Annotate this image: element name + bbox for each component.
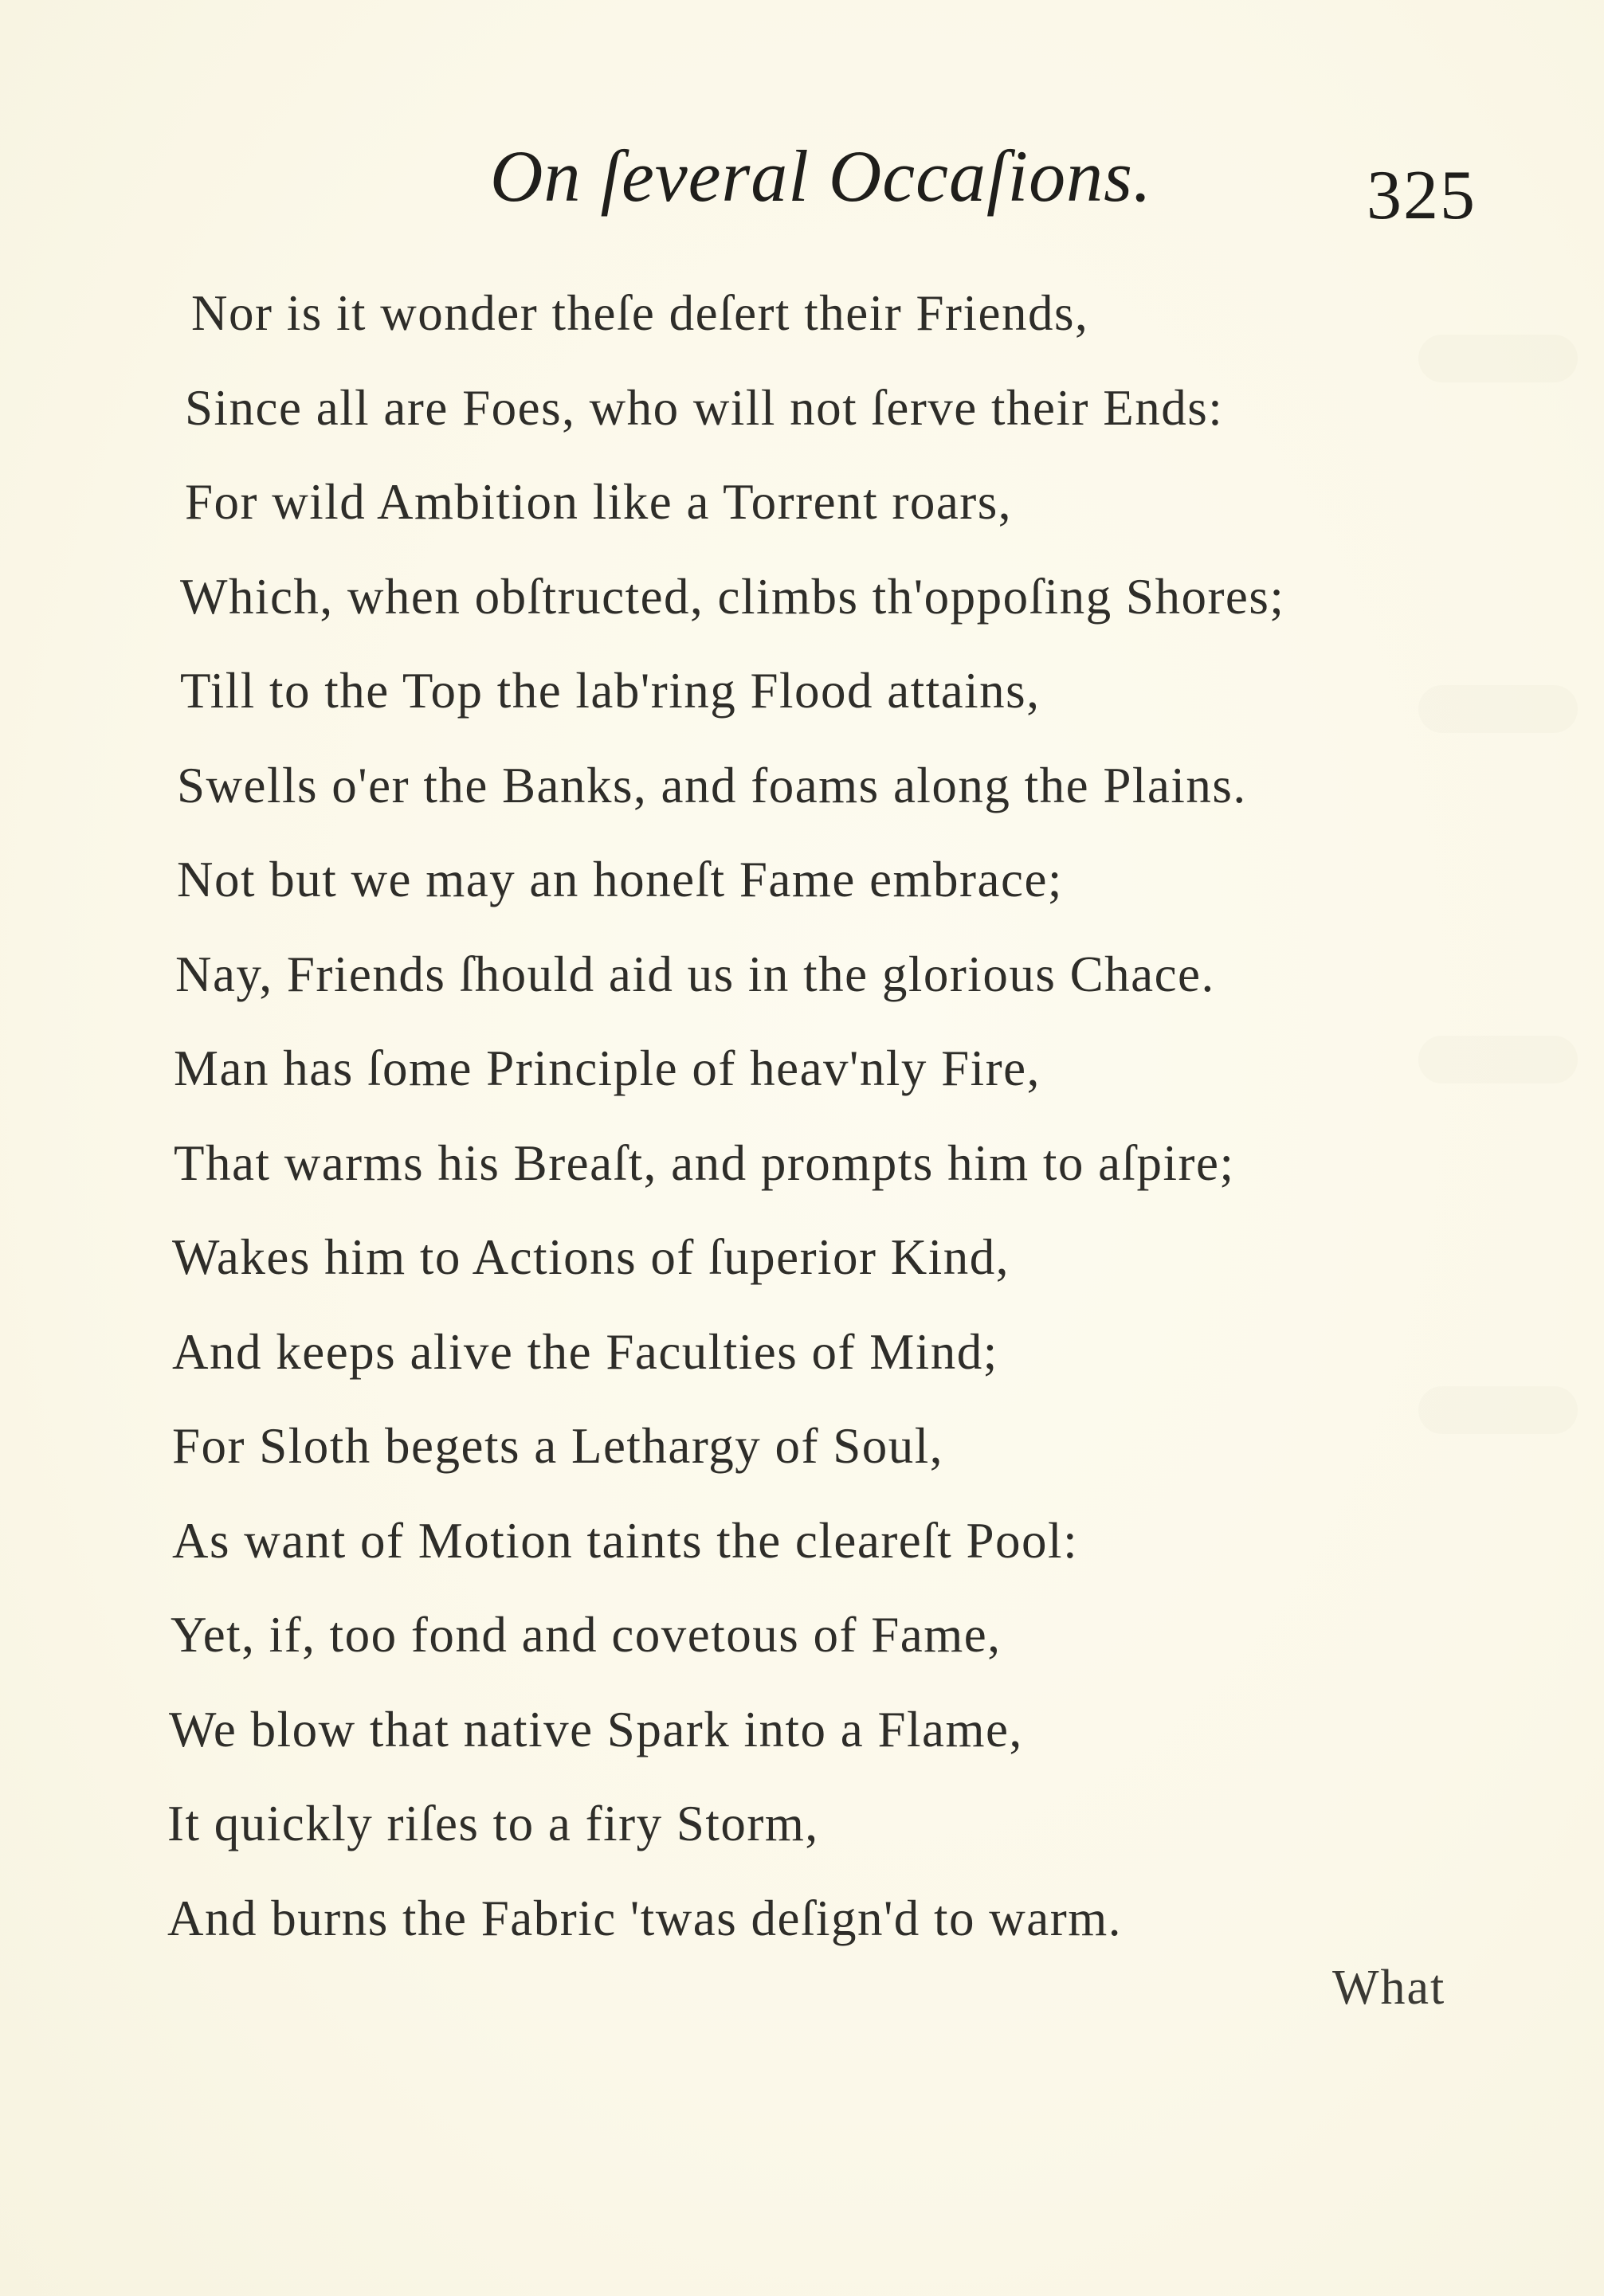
- poem-line: And keeps alive the Faculties of Mind;: [172, 1323, 998, 1380]
- show-through-mark: [1418, 1386, 1578, 1434]
- poem-line: For Sloth begets a Lethargy of Soul,: [172, 1418, 943, 1474]
- poem-line: As want of Motion taints the cleareſt Pool:: [172, 1512, 1079, 1569]
- catchword: What: [1332, 1961, 1446, 2015]
- poem-line: Yet, if, too fond and covetous of Fame,: [171, 1607, 1002, 1663]
- poem-line: Which, when obſtructed, climbs th'oppoſing Shores;: [180, 568, 1285, 625]
- poem-line: That warms his Breaſt, and prompts him to aſpire;: [174, 1134, 1235, 1191]
- poem-line: Swells o'er the Banks, and foams along the Plains.: [177, 757, 1247, 813]
- show-through-mark: [1418, 1036, 1578, 1083]
- poem-line: Till to the Top the lab'ring Flood attains,: [180, 663, 1041, 719]
- poem-line: For wild Ambition like a Torrent roars,: [185, 474, 1013, 530]
- poem-line: Man has ſome Principle of heav'nly Fire,: [174, 1040, 1041, 1096]
- poem-line: Not but we may an honeſt Fame embrace;: [177, 852, 1063, 907]
- poem-line: Wakes him to Actions of ſuperior Kind,: [172, 1229, 1010, 1285]
- running-head-title: On ſeveral Occaſions.: [490, 135, 1152, 217]
- poem-text: [0, 266, 1285, 1965]
- show-through-mark: [1418, 685, 1578, 733]
- poem-line: Nor is it wonder theſe deſert their Friends,: [191, 285, 1089, 341]
- poem-line: Since all are Foes, who will not ſerve their Ends:: [185, 379, 1224, 436]
- poem-line: And burns the Fabric 'twas deſign'd to warm.: [167, 1890, 1123, 1946]
- poem-line: It quickly riſes to a firy Storm,: [167, 1796, 819, 1851]
- show-through-mark: [1418, 335, 1578, 382]
- poem-line: We blow that native Spark into a Flame,: [169, 1701, 1023, 1757]
- page-number: 325: [1367, 157, 1477, 234]
- poem-line: Nay, Friends ſhould aid us in the glorious Chace.: [175, 946, 1215, 1002]
